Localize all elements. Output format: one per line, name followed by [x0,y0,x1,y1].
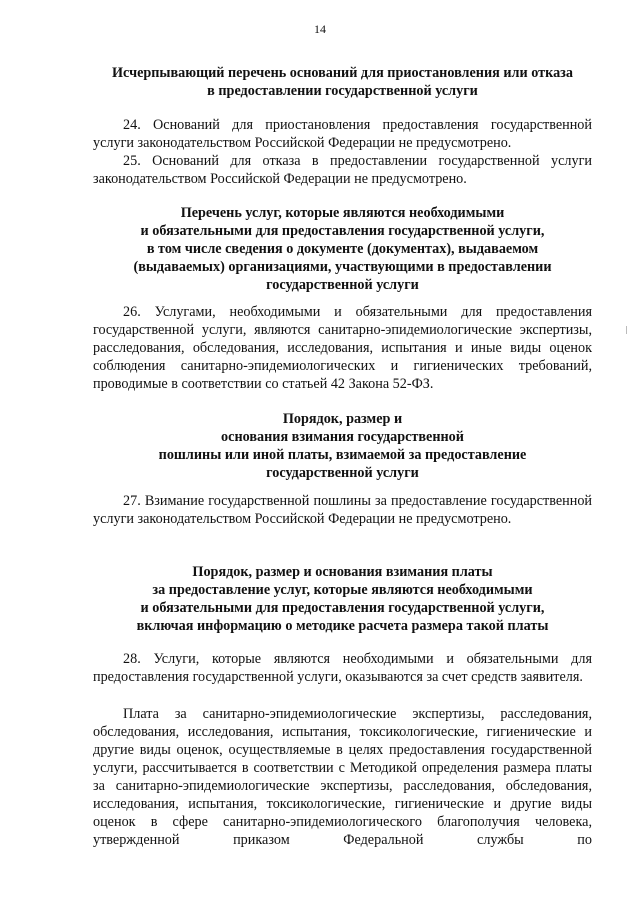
paragraph-25: 25. Оснований для отказа в предоставлении государственной услуги законодательством Российской Федерации не предусмотрено. [93,153,592,187]
heading-line: Исчерпывающий перечень оснований для приостановления или отказа [112,65,573,81]
heading-line: за предоставление услуг, которые являются необходимыми [152,582,533,598]
heading-line: основания взимания государственной [221,429,464,445]
heading-line: Порядок, размер и [282,411,403,427]
heading-line: Перечень услуг, которые являются необходимыми [180,205,505,221]
heading-suspension-grounds [93,64,592,100]
heading-line: в предоставлении государственной услуги [207,83,478,99]
paragraph-24: 24. Оснований для приостановления предоставления государственной услуги законодательством Российской Федерации не предусмотрено. [93,117,592,151]
heading-line: и обязательными для предоставления государственной услуги, [140,223,545,239]
paragraph-28: 28. Услуги, которые являются необходимыми и обязательными для предоставления государственной услуги, оказываются за счет средств заявителя. [93,651,592,685]
heading-line: государственной услуги [266,465,419,481]
paragraph-27: 27. Взимание государственной пошлины за предоставление государственной услуги законодательством Российской Федерации не предусмотрено. [93,493,592,527]
heading-line: в том числе сведения о документе (документах), выдаваемом [146,241,539,257]
page-number: 14 [314,22,326,36]
heading-line: Порядок, размер и основания взимания платы [192,564,493,580]
heading-line: (выдаваемых) организациями, участвующими в предоставлении [133,259,552,275]
heading-line: и обязательными для предоставления государственной услуги, [140,600,545,616]
heading-required-services [93,204,592,294]
heading-service-fee [93,563,592,635]
paragraph-fee-calculation: Плата за санитарно-эпидемиологические экспертизы, расследования, обследования, исследования, испытания, токсикологические, гигиенические и другие виды оценок, осуществляемые в целях предоставления государственной услуги, рассчитывается в соответствии с Методикой определения размера платы за санитарно-эпидемиологические экспертизы, расследования, обследования, исследования, испытания, токсикологические, гигиенические и другие виды оценок в сфере санитарно-эпидемиологического благополучия человека, утвержденной приказом Федеральной службы по [93,706,592,848]
heading-line: государственной услуги [266,277,419,293]
paragraph-26: 26. Услугами, необходимыми и обязательными для предоставления государственной услуги, являются санитарно-эпидемиологические экспертизы, расследования, обследования, исследования, испытания и иные виды оценок соблюдения санитарно-эпидемиологических и гигиенических требований, проводимые в соответствии со статьей 42 Закона 52-ФЗ. [93,304,592,392]
heading-line: включая информацию о методике расчета размера такой платы [136,618,549,634]
heading-line: пошлины или иной платы, взимаемой за предоставление [158,447,527,463]
heading-state-fee [93,410,592,482]
scan-mark [626,326,627,334]
